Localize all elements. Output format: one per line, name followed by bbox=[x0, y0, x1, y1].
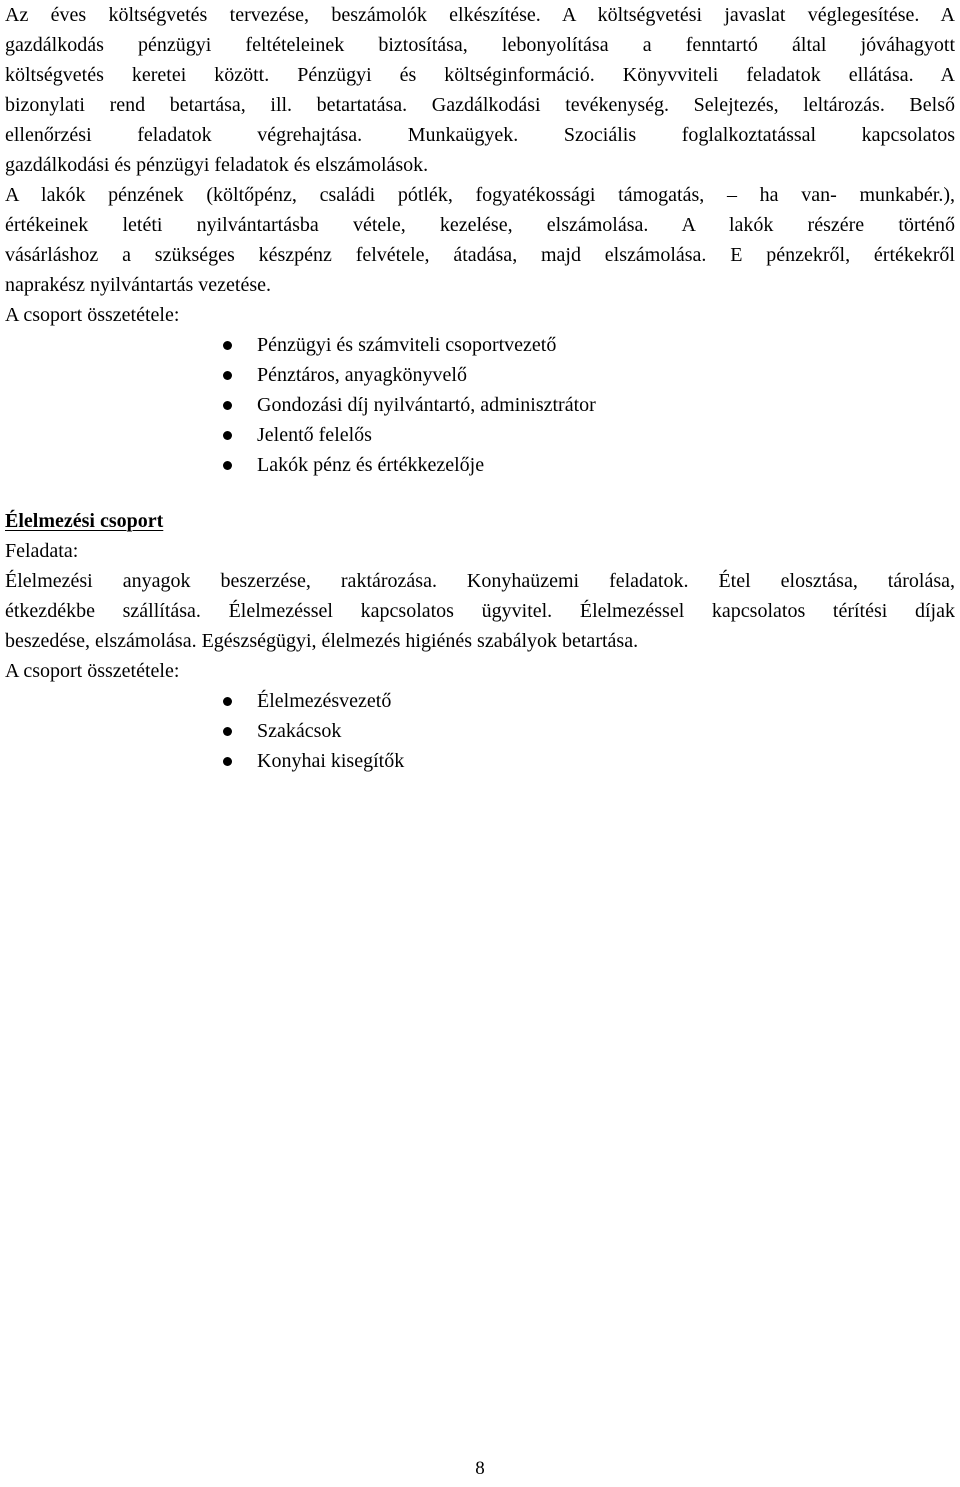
section-spacer bbox=[5, 480, 955, 506]
finance-text-line-7: A lakók pénzének (költőpénz, családi pótlék, fogyatékossági támogatás, – ha van- munkabér.), bbox=[5, 184, 955, 206]
bullet-icon bbox=[223, 757, 232, 766]
finance-text-line-2: gazdálkodás pénzügyi feltételeinek biztosítása, lebonyolítása a fenntartó által jóváhagyott bbox=[5, 34, 955, 56]
finance-text-line-6: gazdálkodási és pénzügyi feladatok és elszámolások. bbox=[5, 154, 429, 176]
catering-section bbox=[5, 506, 955, 776]
list-item bbox=[223, 420, 955, 450]
finance-text-line-3: költségvetés keretei között. Pénzügyi és költséginformáció. Könyvviteli feladatok ellátása. A bbox=[5, 64, 955, 86]
member-label: Élelmezésvezető bbox=[257, 690, 392, 712]
bullet-icon bbox=[223, 461, 232, 470]
member-label: Lakók pénz és értékkezelője bbox=[257, 454, 485, 476]
member-label: Pénztáros, anyagkönyvelő bbox=[257, 364, 467, 386]
finance-member-list bbox=[5, 330, 955, 480]
bullet-icon bbox=[223, 697, 232, 706]
list-item bbox=[223, 686, 955, 716]
finance-text-line-10: naprakész nyilvántartás vezetése. bbox=[5, 274, 271, 296]
finance-text-line-5: ellenőrzési feladatok végrehajtása. Munkaügyek. Szociális foglalkoztatással kapcsolatos bbox=[5, 124, 955, 146]
list-item bbox=[223, 360, 955, 390]
list-item bbox=[223, 390, 955, 420]
finance-text-line-4: bizonylati rend betartása, ill. betartatása. Gazdálkodási tevékenység. Selejtezés, leltározás. Belső bbox=[5, 94, 955, 116]
finance-text-line-8: értékeinek letéti nyilvántartásba vétele, kezelése, elszámolása. A lakók részére történő bbox=[5, 214, 955, 236]
list-item bbox=[223, 716, 955, 746]
finance-text-line-9: vásárláshoz a szükséges készpénz felvétele, átadása, majd elszámolása. E pénzekről, értékekről bbox=[5, 244, 955, 266]
catering-text-line-2: étkezdékbe szállítása. Élelmezéssel kapcsolatos ügyvitel. Élelmezéssel kapcsolatos térítési díjak bbox=[5, 600, 955, 622]
document-page bbox=[5, 0, 955, 776]
bullet-icon bbox=[223, 371, 232, 380]
member-label: Konyhai kisegítők bbox=[257, 750, 405, 772]
member-label: Pénzügyi és számviteli csoportvezető bbox=[257, 334, 557, 356]
list-item bbox=[223, 746, 955, 776]
list-item bbox=[223, 330, 955, 360]
bullet-icon bbox=[223, 341, 232, 350]
list-item bbox=[223, 450, 955, 480]
catering-heading: Élelmezési csoport bbox=[5, 510, 164, 532]
member-label: Jelentő felelős bbox=[257, 424, 372, 446]
catering-composition-label: A csoport összetétele: bbox=[5, 660, 180, 682]
page-number: 8 bbox=[475, 1458, 485, 1479]
catering-text-line-1: Élelmezési anyagok beszerzése, raktározása. Konyhaüzemi feladatok. Étel elosztása, tárolása, bbox=[5, 570, 955, 592]
finance-section bbox=[5, 0, 955, 480]
bullet-icon bbox=[223, 727, 232, 736]
finance-text-line-1: Az éves költségvetés tervezése, beszámolók elkészítése. A költségvetési javaslat véglegesítése. A bbox=[5, 4, 955, 26]
bullet-icon bbox=[223, 431, 232, 440]
bullet-icon bbox=[223, 401, 232, 410]
catering-text-line-3: beszedése, elszámolása. Egészségügyi, élelmezés higiénés szabályok betartása. bbox=[5, 630, 639, 652]
member-label: Szakácsok bbox=[257, 720, 342, 742]
catering-member-list bbox=[5, 686, 955, 776]
catering-task-label: Feladata: bbox=[5, 540, 79, 562]
finance-composition-label: A csoport összetétele: bbox=[5, 304, 180, 326]
member-label: Gondozási díj nyilvántartó, adminisztrátor bbox=[257, 394, 596, 416]
